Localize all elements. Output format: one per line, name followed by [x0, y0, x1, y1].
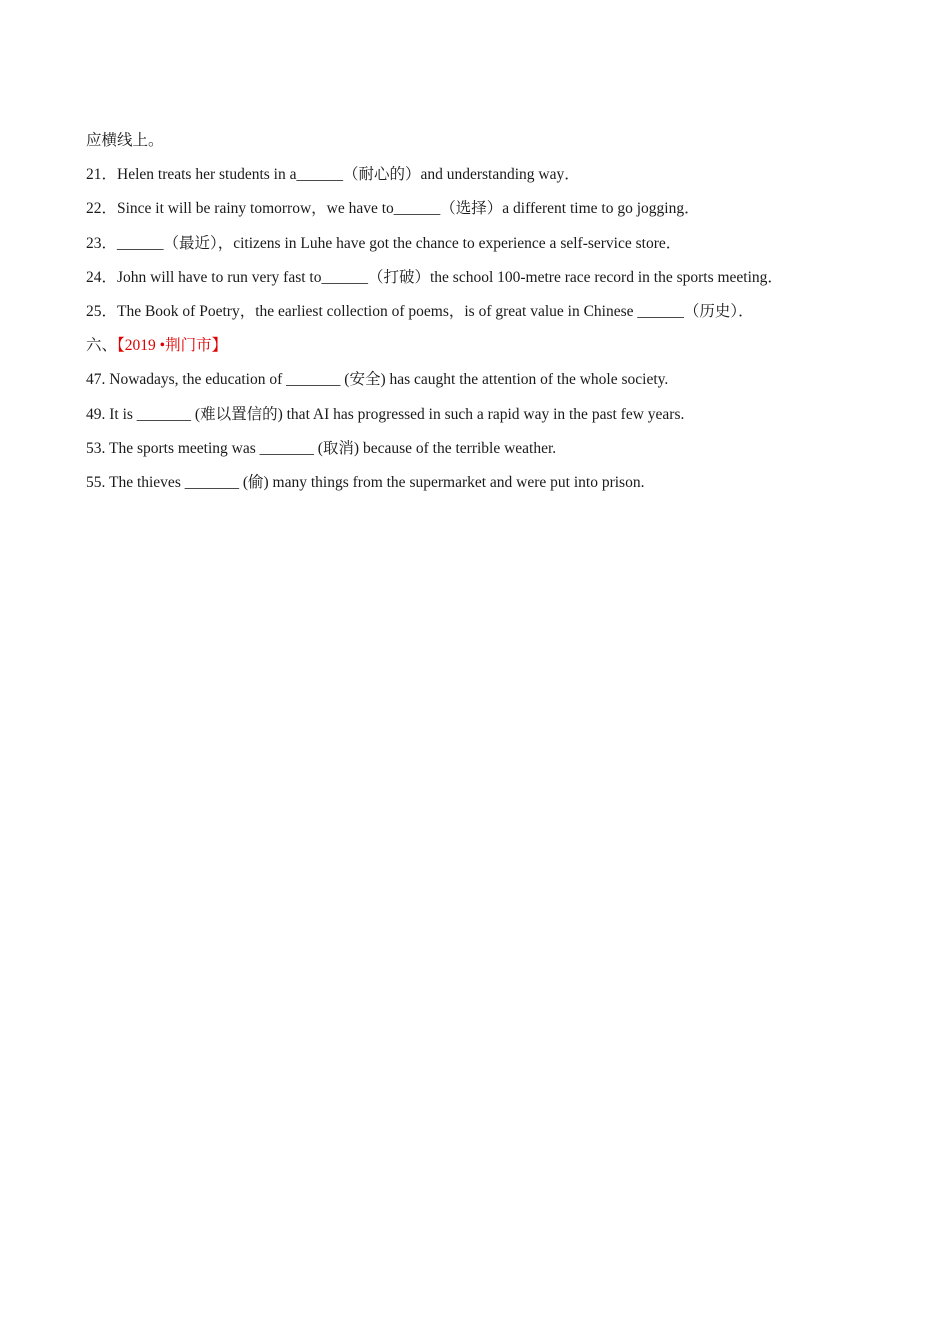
question-23: 23．______（最近），citizens in Luhe have got the chance to experience a self-service store．: [86, 234, 682, 252]
question-55: 55. The thieves _______ (偷) many things from the supermarket and were put into prison.: [86, 474, 645, 492]
question-22: 22．Since it will be rainy tomorrow，we have to______（选择）a different time to go jogging．: [86, 200, 700, 218]
question-21: 21．Helen treats her students in a______（耐心的）and understanding way．: [86, 166, 580, 184]
section-source: 【2019 •荆门市】: [117, 337, 228, 355]
question-24: 24．John will have to run very fast to______（打破）the school 100-metre race record in the sports meeting．: [86, 268, 783, 286]
question-25: 25．The Book of Poetry，the earliest collection of poems，is of great value in Chinese ______（历史）．: [86, 303, 754, 321]
document-page: [86, 124, 886, 500]
intro-text: 应横线上。: [86, 132, 164, 149]
question-49: 49. It is _______ (难以置信的) that AI has progressed in such a rapid way in the past few years.: [86, 405, 685, 423]
question-53: 53. The sports meeting was _______ (取消) because of the terrible weather.: [86, 439, 557, 457]
question-47: 47. Nowadays, the education of _______ (安全) has caught the attention of the whole society.: [86, 371, 669, 389]
section-prefix: 六、: [86, 337, 118, 355]
section-heading: [86, 329, 886, 363]
